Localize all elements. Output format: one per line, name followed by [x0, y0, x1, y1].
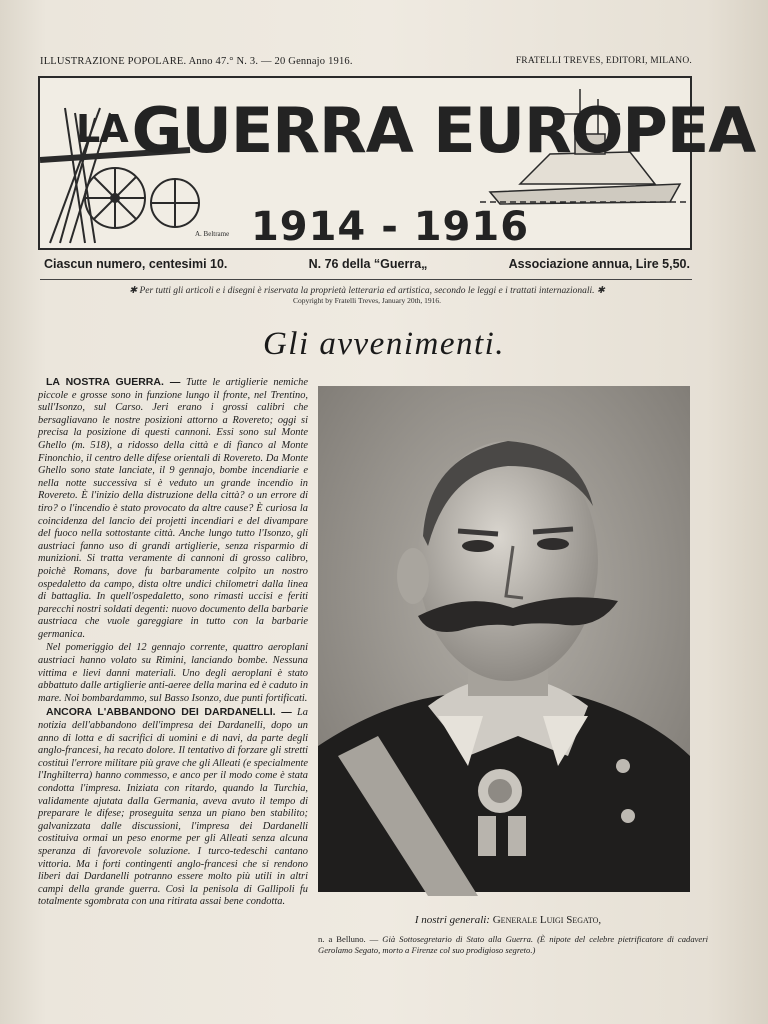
masthead: [38, 76, 756, 250]
caption-birthplace: n. a Belluno. —: [318, 934, 379, 944]
masthead-title-la: LA: [76, 107, 128, 151]
portrait-image: [318, 386, 690, 892]
subscription-price: Associazione annua, Lire 5,50.: [508, 257, 690, 271]
article-paragraph: [38, 376, 308, 641]
article-paragraph: Nel pomeriggio del 12 gennajo corrente, quattro aeroplani austriaci hanno volato su Rimini, lanciando bombe. Nessuna vittima e lievi danni materiali. Uno degli aeroplani è stato abbattuto dalle artiglierie anti-aeree della marina ed è caduto in mare. Noi bombardammo, sul Basso Isonzo, due punti fortificati.: [38, 642, 309, 704]
masthead-years: 1914 - 1916: [250, 204, 530, 250]
price-bar: [44, 257, 690, 271]
issue-number: N. 76 della “Guerra„: [308, 257, 428, 271]
paragraph-text: Tutte le artiglierie nemiche piccole e grosse sono in funzione lungo il fronte, nel Trentino, sull'Isonzo, sul Carso. Jeri erano i grossi calibri che bersagliavano le nostre posizioni attorno a Rovereto; oggi si precisa la posizione di questi cannoni. Essi sono sul Monte Ghello (m. 518), a ridosso della città e di fianco al Monte Finonchio, il centro delle difese orientali di Rovereto. Da Monte Ghello sono state lanciate, il 9 gennajo, bombe incendiarie e nella notte successiva si è veduto un grande incendio in Rovereto. È l'inizio della distruzione della città? o un errore di tiro? o l'incendio è stato provocato da altre cause? È curiosa la coincidenza del lancio dei projetti incendiari e del divampare del fuoco nella sottostante città. Anche lungo tutto l'Isonzo, gli austriaci fanno uso di grandi artiglierie, senza risparmio di munizioni. Si tratta veramente di cannoni di grosso calibro, poichè Romans, dove fu barbaramente colpito un nostro ospedaletto da campo, dista oltre undici chilometri dalla linea di battaglia. In quell'ospedaletto, sono rimasti uccisi e feriti parecchi nostri soldati degenti: nuovo documento della barbarie austriaca che vuole gareggiare in tutto con la barbarie germanica.: [38, 377, 308, 640]
issue-line: [40, 56, 692, 67]
photo-caption-title: [318, 914, 698, 926]
issue-price: Ciascun numero, centesimi 10.: [44, 257, 228, 271]
article-column: [38, 376, 308, 909]
masthead-title: [76, 94, 756, 167]
masthead-title-main: GUERRA EUROPEA: [131, 94, 756, 167]
caption-description: Già Sottosegretario di Stato alla Guerra. (È nipote del celebre pietrificatore di cadaveri Gerolamo Segato, morto a Firenze col suo prodigioso segreto.): [318, 934, 708, 955]
article-paragraph: [38, 706, 308, 909]
general-portrait: [318, 386, 690, 892]
artist-signature: A. Beltrame: [195, 230, 230, 238]
caption-name: Generale Luigi Segato,: [492, 914, 602, 926]
publisher: FRATELLI TREVES, EDITORI, MILANO.: [515, 56, 692, 66]
section-rubric: ANCORA L'ABBANDONO DEI DARDANELLI. —: [46, 706, 292, 719]
page-headline: Gli avvenimenti.: [262, 326, 506, 362]
photo-caption-body: [318, 934, 708, 956]
issue-info: ILLUSTRAZIONE POPOLARE. Anno 47.° N. 3. — 20 Gennajo 1916.: [40, 56, 353, 67]
copyright-line: Copyright by Fratelli Treves, January 20th, 1916.: [292, 296, 442, 305]
paragraph-text: La notizia dell'abbandono dell'impresa dei Dardanelli, dopo un anno di lotta e di sacrifici di uomini e di navi, da parte degli anglo-francesi, ha recato dolore. Il tentativo di forzare gli stretti costituì l'errore militare più grave che gli Alleati (e specialmente l'Inghilterra) hanno commesso, e anco per il modo come è stata condotta l'impresa. Iniziata con ritardo, quando la Turchia, validamente ajutata dalla Germania, aveva avuto il tempo di preparare le difese; proseguita senza un piano ben stabilito; galvanizzata dalle discussioni, l'impresa dei Dardanelli costituiva ormai un peso enorme per gli Alleati senza alcuna speranza di favorevole soluzione. I turco-tedeschi cantano vittoria. Ma i forti contingenti anglo-francesi che si rendono liberi dai Dardanelli potranno essere molto più utili in altri campi della grande guerra. Così la penisola di Gallipoli fu totalmente sgombrata con una ritirata assai bene condotta.: [38, 707, 308, 908]
section-rubric: LA NOSTRA GUERRA. —: [46, 376, 181, 388]
rights-notice: ✱ Per tutti gli articoli e i disegni è riservata la proprietà letteraria ed artistica, secondo le leggi e i trattati internazionali. ✱: [129, 286, 605, 296]
divider: [40, 279, 692, 280]
caption-series: I nostri generali:: [414, 914, 490, 926]
